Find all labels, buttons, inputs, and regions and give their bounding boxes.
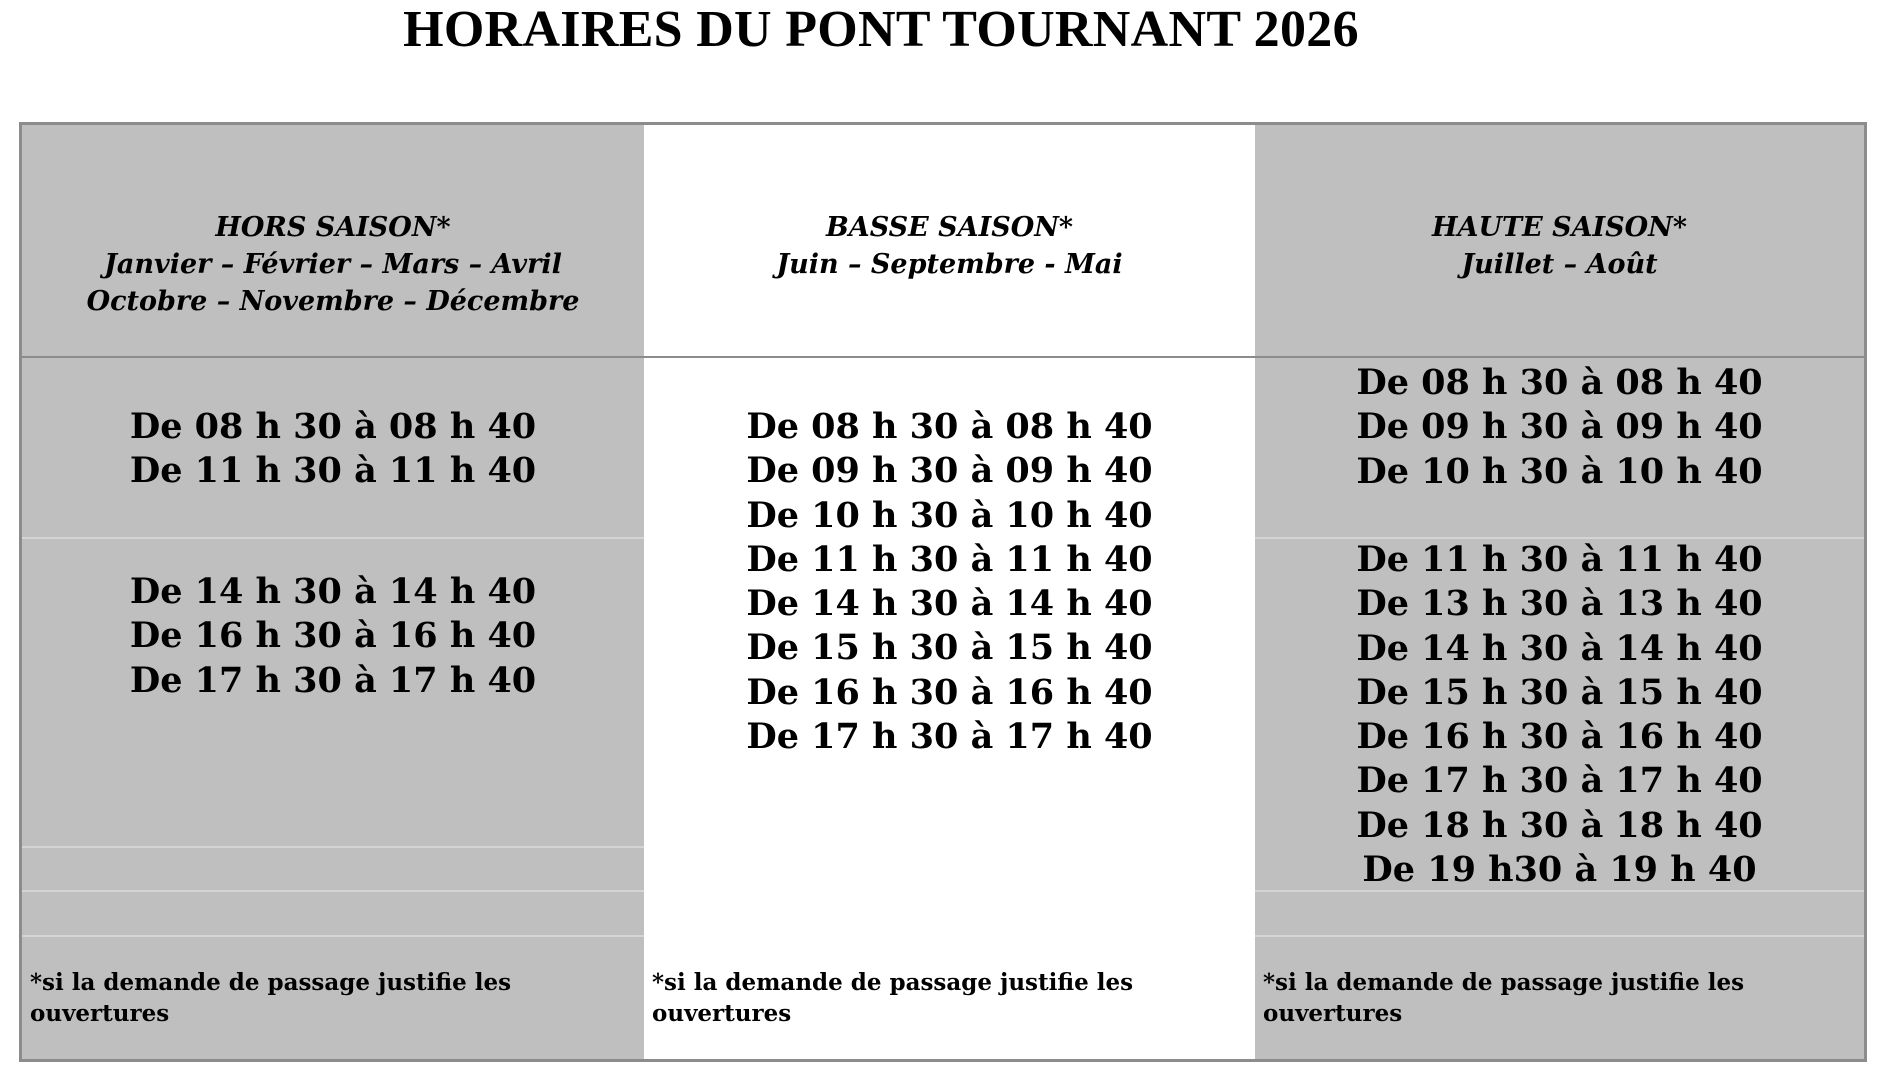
time-slot: De 11 h 30 à 11 h 40 (1356, 539, 1763, 580)
season-name: HAUTE SAISON* (1432, 212, 1687, 243)
footnote: *si la demande de passage justifie les ouvertures (1263, 969, 1745, 1027)
column-header-basse-saison (644, 209, 1255, 283)
column-hors-saison (22, 125, 644, 1059)
time-slot: De 08 h 30 à 08 h 40 (129, 406, 537, 447)
season-months: Janvier – Février – Mars – Avril (104, 249, 562, 280)
time-slot: De 14 h 30 à 14 h 40 (129, 571, 537, 612)
column-haute-saison (1255, 125, 1864, 1059)
time-slot: De 15 h 30 à 15 h 40 (1356, 671, 1763, 713)
time-slot: De 17 h 30 à 17 h 40 (746, 716, 1153, 758)
row-divider (1255, 935, 1864, 937)
time-slot: De 11 h 30 à 11 h 40 (129, 450, 537, 492)
time-slot: De 13 h 30 à 13 h 40 (1356, 583, 1763, 625)
page-title: HORAIRES DU PONT TOURNANT 2026 (403, 1, 1359, 58)
column-basse-saison (644, 125, 1255, 1059)
time-slot: De 15 h 30 à 15 h 40 (746, 627, 1153, 669)
column-header-haute-saison (1255, 209, 1864, 283)
time-slot: De 18 h 30 à 18 h 40 (1356, 804, 1763, 846)
time-slot: De 08 h 30 à 08 h 40 (746, 406, 1153, 447)
row-divider (22, 890, 644, 892)
time-slot: De 14 h 30 à 14 h 40 (746, 583, 1153, 625)
season-name: HORS SAISON* (215, 212, 451, 243)
row-divider (1255, 890, 1864, 892)
time-slots (644, 405, 1255, 759)
footnote: *si la demande de passage justifie les ouvertures (652, 969, 1134, 1027)
time-slots-morning (22, 405, 644, 494)
schedule-table (19, 122, 1867, 1062)
time-slot: De 16 h 30 à 16 h 40 (1356, 716, 1763, 758)
time-slots-afternoon (22, 570, 644, 703)
time-slot: De 11 h 30 à 11 h 40 (746, 538, 1153, 580)
row-divider (22, 537, 644, 539)
time-slot: De 14 h 30 à 14 h 40 (1356, 627, 1763, 669)
time-slot: De 16 h 30 à 16 h 40 (129, 615, 537, 657)
row-divider (22, 935, 644, 937)
time-slots-afternoon (1255, 538, 1864, 892)
row-divider (22, 846, 644, 848)
time-slot: De 10 h 30 à 10 h 40 (1356, 450, 1763, 492)
row-divider (644, 356, 1255, 358)
season-name: BASSE SAISON* (825, 212, 1074, 243)
time-slot: De 09 h 30 à 09 h 40 (1356, 406, 1763, 448)
time-slot: De 19 h30 à 19 h 40 (1362, 849, 1757, 891)
time-slot: De 10 h 30 à 10 h 40 (746, 494, 1153, 536)
time-slots-morning (1255, 361, 1864, 494)
time-slot: De 16 h 30 à 16 h 40 (746, 671, 1153, 713)
season-months: Octobre – Novembre – Décembre (86, 286, 580, 317)
column-header-hors-saison (22, 209, 644, 320)
row-divider (22, 356, 644, 358)
footnote: *si la demande de passage justifie les ouvertures (30, 969, 512, 1027)
season-months: Juillet – Août (1461, 249, 1658, 280)
time-slot: De 17 h 30 à 17 h 40 (1356, 760, 1763, 802)
time-slot: De 17 h 30 à 17 h 40 (129, 659, 537, 701)
time-slot: De 09 h 30 à 09 h 40 (746, 450, 1153, 492)
row-divider (1255, 356, 1864, 358)
time-slot: De 08 h 30 à 08 h 40 (1356, 362, 1763, 403)
season-months: Juin – Septembre - Mai (776, 249, 1123, 280)
